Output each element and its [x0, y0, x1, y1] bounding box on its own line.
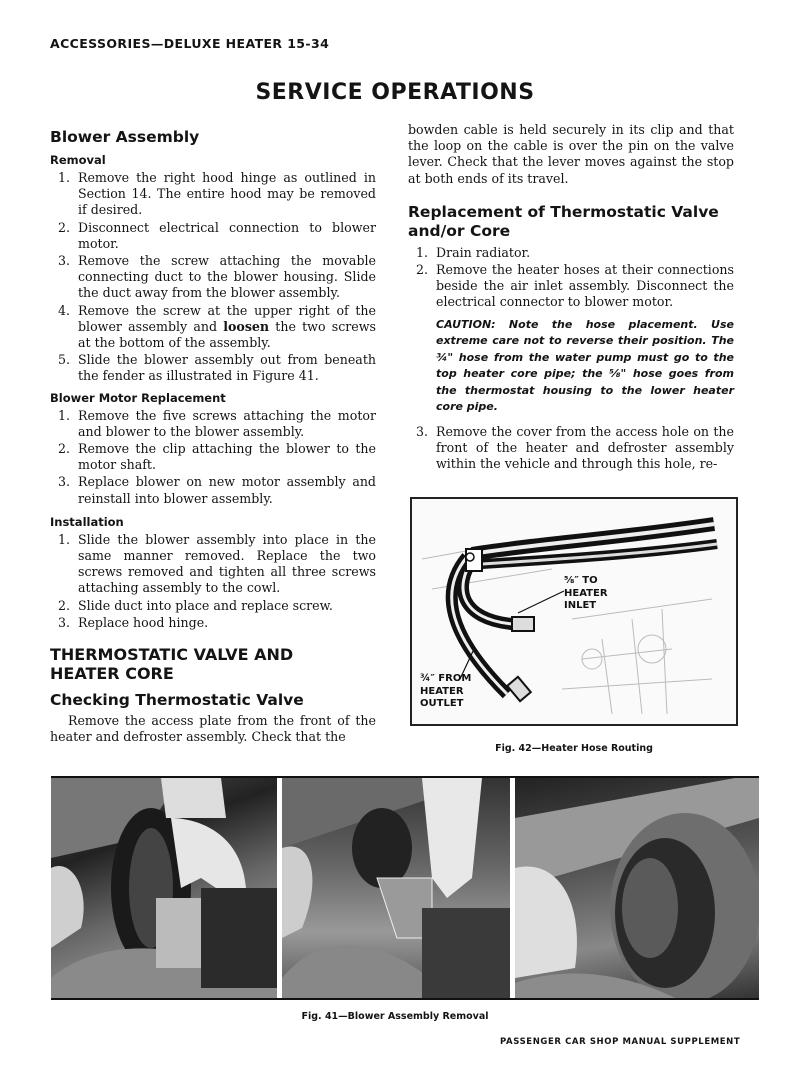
figure-41-blower-assembly-removal — [51, 776, 759, 1000]
list-item: 3. Replace hood hinge. — [58, 614, 209, 630]
callout-heater-inlet: ⅝″ TO HEATER INLET — [564, 575, 608, 611]
hand-photo-1 — [161, 778, 226, 818]
hand-photo-3 — [515, 866, 577, 978]
checking-valve-heading: Checking Thermostatic Valve — [50, 691, 304, 710]
caution-note: CAUTION: Note the hose placement. Use extreme care not to reverse their position. The ¾" hose from the water pump must go to the top heater core pipe; the ⅝" hose goes from the thermostat housing to the lower heater core pipe. — [436, 317, 734, 414]
outlet-fitting — [507, 677, 531, 701]
list-item: 3. Remove the cover from the access hole on the front of the heater and defroster assembly within the vehicle and through this hole, re- — [416, 423, 734, 472]
list-item: 3. Replace blower on new motor assembly and reinstall into blower assembly. — [58, 474, 376, 506]
photo-panel-1 — [51, 778, 277, 998]
list-item: 1. Drain radiator. — [416, 244, 531, 260]
replacement-steps — [408, 245, 734, 311]
list-item: 2. Remove the heater hoses at their connections beside the air inlet assembly. Disconnect the electrical connector to blower motor. — [416, 262, 734, 310]
list-item: 1. Remove the right hood hinge as outlined in Section 14. The entire hood may be removed if desired. — [58, 170, 376, 218]
list-item: 2. Slide duct into place and replace screw. — [58, 597, 333, 613]
callout-heater-outlet: ¾″ FROM HEATER OUTLET — [420, 673, 472, 709]
list-item: 2. Remove the clip attaching the blower to the motor shaft. — [58, 441, 376, 473]
figure-42-caption: Fig. 42—Heater Hose Routing — [495, 743, 653, 754]
list-item: 1. Slide the blower assembly into place in the same manner removed. Replace the two screws removed and tighten all three screws attaching assembly to the cowl. — [58, 531, 376, 596]
figure-42-heater-hose-routing — [410, 497, 738, 726]
page-footer: PASSENGER CAR SHOP MANUAL SUPPLEMENT — [500, 1037, 741, 1047]
thermostatic-heading-line2: HEATER CORE — [50, 664, 174, 684]
photo-panel-3 — [515, 778, 759, 998]
left-column — [50, 128, 376, 745]
replacement-heading: Replacement of Thermostatic Valve and/or Core — [408, 202, 719, 240]
list-item: 5. Slide the blower assembly out from beneath the fender as illustrated in Figure 41. — [58, 352, 376, 384]
removal-steps — [50, 170, 376, 385]
list-item: 4. Remove the screw at the upper right of the blower assembly and loosen the two screws at the bottom of the assembly. — [58, 302, 376, 351]
right-column — [408, 122, 734, 478]
list-item: 1. Remove the five screws attaching the motor and blower to the blower assembly. — [58, 407, 376, 439]
inlet-fitting — [512, 617, 534, 631]
running-head: ACCESSORIES—DELUXE HEATER 15-34 — [50, 36, 330, 51]
page-title: SERVICE OPERATIONS — [255, 80, 535, 105]
list-item: 3. Remove the screw attaching the movable connecting duct to the blower housing. Slide the duct away from the blower assembly. — [58, 253, 376, 301]
photo-panel-2 — [282, 778, 510, 998]
installation-heading: Installation — [50, 514, 124, 529]
blower-assembly-heading: Blower Assembly — [50, 128, 200, 146]
checking-paragraph-continued: bowden cable is held securely in its clip and that the loop on the cable is over the pin on the valve lever. Check that the lever moves against the stop at both ends of its travel. — [408, 122, 734, 186]
replacement-step-3 — [408, 424, 734, 473]
motor-replacement-steps — [50, 408, 376, 507]
removal-heading: Removal — [50, 153, 106, 167]
installation-steps — [50, 532, 376, 631]
thermostatic-heading-line1: THERMOSTATIC VALVE AND — [50, 645, 294, 665]
motor-replacement-heading: Blower Motor Replacement — [50, 390, 226, 405]
figure-41-caption: Fig. 41—Blower Assembly Removal — [301, 1011, 489, 1022]
checking-paragraph-start: Remove the access plate from the front of the heater and defroster assembly. Check that the — [50, 713, 376, 745]
list-item: 2. Disconnect electrical connection to blower motor. — [58, 219, 376, 251]
